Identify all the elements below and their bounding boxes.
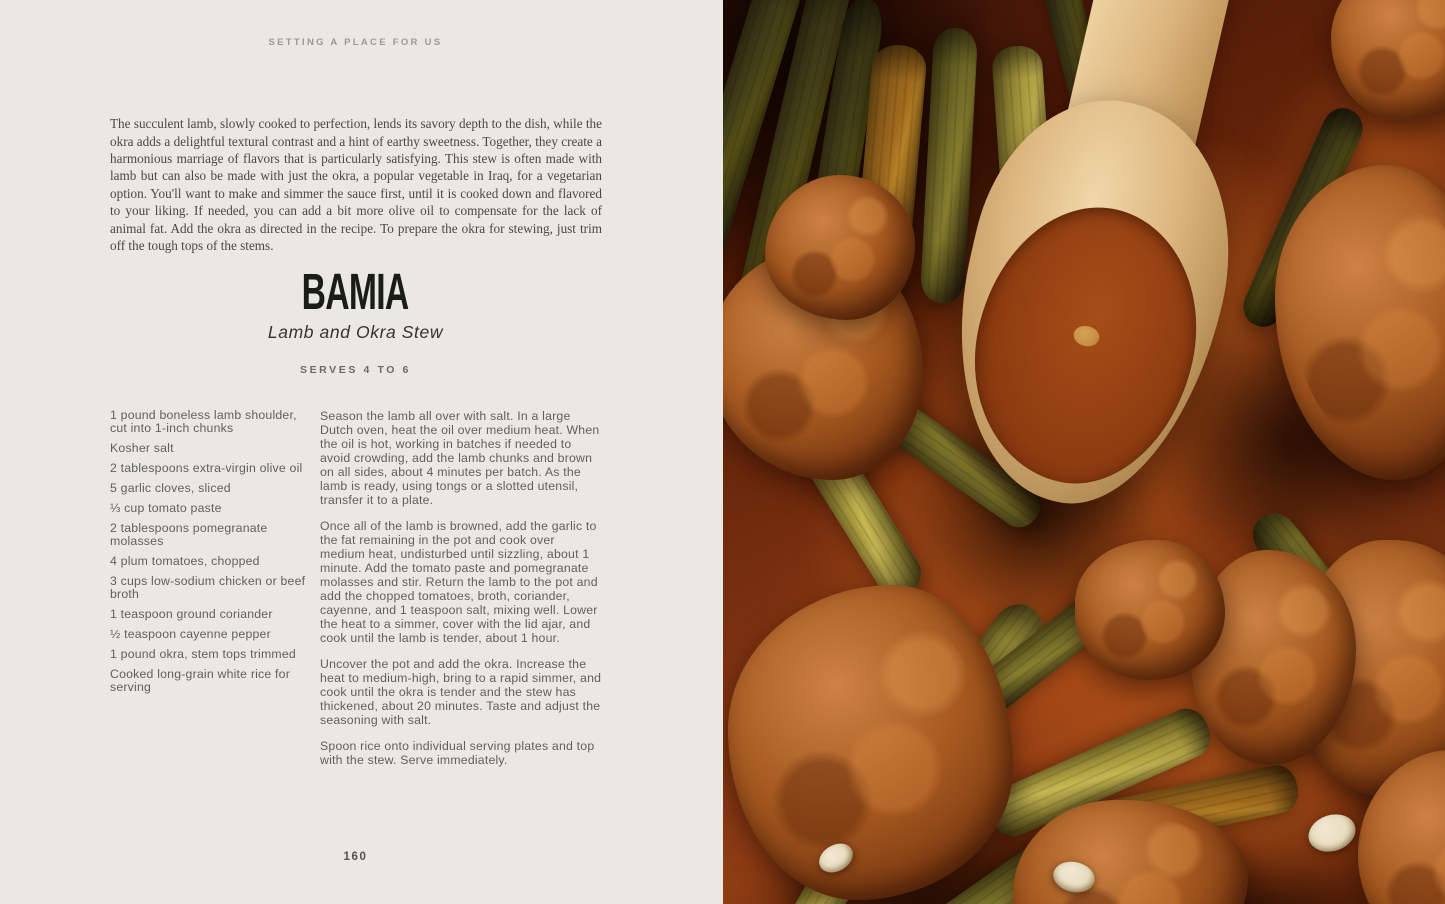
instruction-paragraph: Spoon rice onto individual serving plates and top with the stew. Serve immediately. xyxy=(320,739,595,767)
ingredient-item: Cooked long-grain white rice for serving xyxy=(110,667,291,694)
page-number: 160 xyxy=(343,851,368,863)
ingredient-item: 2 tablespoons extra-virgin olive oil xyxy=(110,461,303,475)
recipe-columns xyxy=(110,409,602,779)
recipe-title-text: BAMIA xyxy=(301,263,410,320)
ingredient-item: Kosher salt xyxy=(110,441,174,455)
ingredient-item: 1 pound okra, stem tops trimmed xyxy=(110,647,296,661)
instruction-paragraph: Once all of the lamb is browned, add the garlic to the fat remaining in the pot and cook over medium heat, undisturbed until sizzling, about 1 minute. Add the tomato paste and pomegranate molasses and stir. Return the lamb to the pot and add the chopped tomatoes, broth, coriander, cayenne, and 1 teaspoon salt, mixing well. Lower the heat to a simmer, cover with the lid ajar, and cook until the lamb is tender, about 1 hour. xyxy=(320,519,598,645)
recipe-subtitle: Lamb and Okra Stew xyxy=(267,322,444,342)
intro-paragraph: The succulent lamb, slowly cooked to perfection, lends its savory depth to the dish, while the okra adds a delightful textural contrast and a hint of earthy sweetness. Together, they create a harmonious marriage of flavors that is particularly satisfying. This stew is often made with lamb but can also be made with just the okra, a popular vegetable in Iraq, for a vegetarian option. You'll want to make and simmer the sauce first, until it is cooked down and flavored to your liking. If needed, you can add a bit more olive oil to compensate for the lack of animal fat. Add the okra as directed in the recipe. To prepare the okra for stewing, just trim off the tough tops of the stems. xyxy=(110,116,602,254)
instructions xyxy=(320,409,602,779)
lamb-chunk xyxy=(1075,540,1225,680)
serves-line: SERVES 4 TO 6 xyxy=(299,364,412,376)
stew-photo xyxy=(723,0,1445,904)
ingredient-item: 1 pound boneless lamb shoulder, cut into 1-inch chunks xyxy=(110,408,297,435)
running-head: SETTING A PLACE FOR US xyxy=(268,37,443,48)
instruction-paragraph: Uncover the pot and add the okra. Increase the heat to medium-high, bring to a rapid simmer, and cook until the okra is tender and the stew has thickened, about 20 minutes. Taste and adjust the seasoning with salt. xyxy=(320,657,602,727)
ingredient-item: 1 teaspoon ground coriander xyxy=(110,607,273,621)
ingredient-item: 4 plum tomatoes, chopped xyxy=(110,554,260,568)
ingredient-item: 3 cups low-sodium chicken or beef broth xyxy=(110,574,306,601)
recipe-title xyxy=(110,264,601,320)
lamb-chunk xyxy=(728,585,1013,900)
ingredient-item: ½ teaspoon cayenne pepper xyxy=(110,627,271,641)
ingredient-item: 5 garlic cloves, sliced xyxy=(110,481,231,495)
lamb-chunk xyxy=(765,175,915,320)
ingredient-item: ⅓ cup tomato paste xyxy=(110,501,222,515)
ingredients-list xyxy=(110,409,307,779)
instruction-paragraph: Season the lamb all over with salt. In a large Dutch oven, heat the oil over medium heat. When the oil is hot, working in batches if needed to avoid crowding, add the lamb chunks and brown on all sides, about 4 minutes per batch. As the lamb is ready, using tongs or a slotted utensil, transfer it to a plate. xyxy=(320,409,600,507)
ingredient-item: 2 tablespoons pomegranate molasses xyxy=(110,521,268,548)
